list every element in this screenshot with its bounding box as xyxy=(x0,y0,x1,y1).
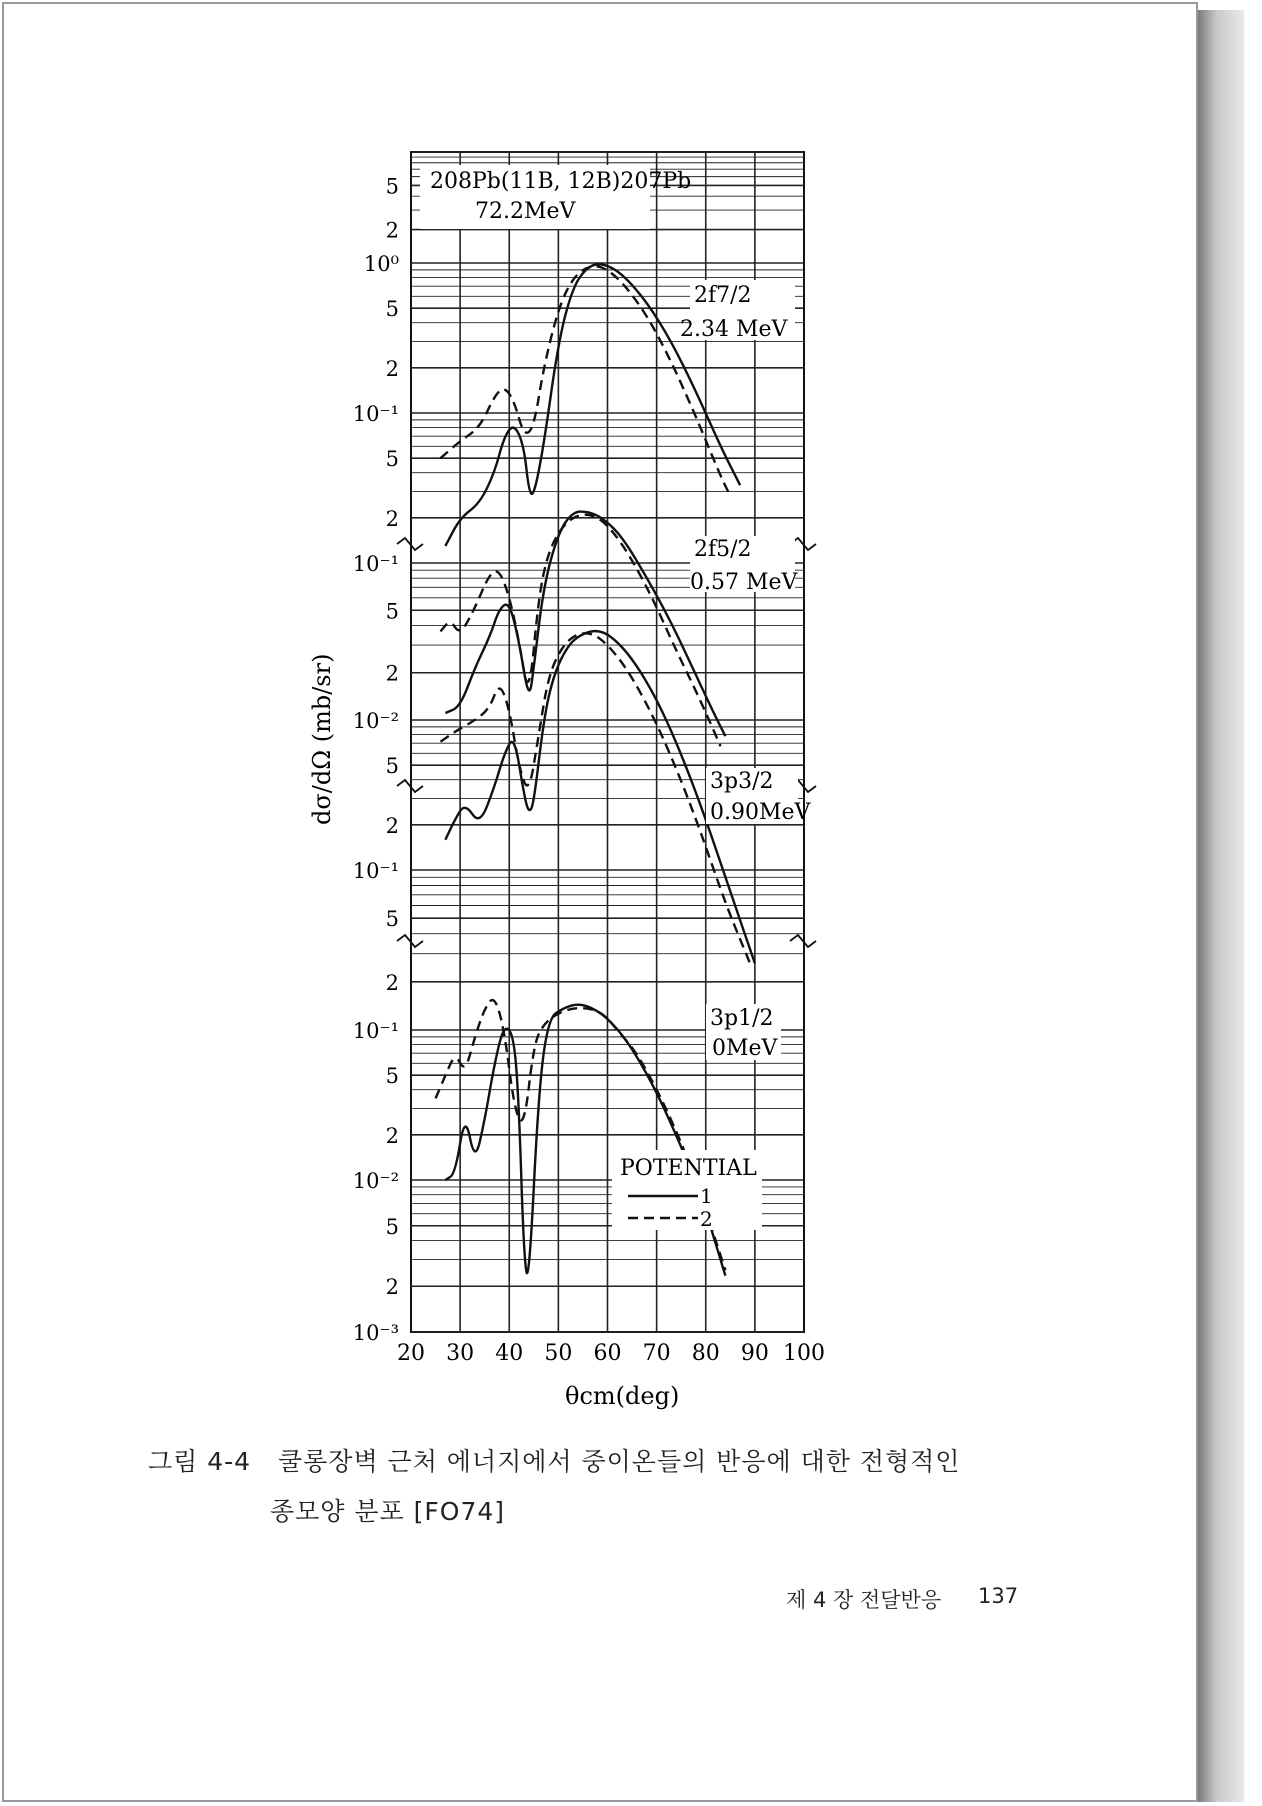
legend-entry-2: 2 xyxy=(700,1207,713,1231)
y-tick-label: 10⁰ xyxy=(363,252,399,276)
y-tick-label: 2 xyxy=(385,218,399,243)
x-axis-title: θcm(deg) xyxy=(565,1382,680,1410)
panel3-energy-label: 0.90MeV xyxy=(710,800,811,825)
x-tick-label: 80 xyxy=(691,1341,720,1366)
chapter-title: 제 4 장 전달반응 xyxy=(786,1588,942,1612)
y-tick-label: 10⁻¹ xyxy=(352,1019,399,1043)
panel1-energy-label: 2.34 MeV xyxy=(680,317,788,342)
y-tick-label: 10⁻¹ xyxy=(352,859,399,883)
y-tick-label: 2 xyxy=(385,970,399,995)
figure-caption-line2: 종모양 분포 [FO74] xyxy=(270,1497,506,1526)
y-tick-label: 10⁻³ xyxy=(352,1321,399,1345)
series-1-curve-panel-4 xyxy=(445,1005,725,1276)
y-tick-label: 5 xyxy=(385,754,399,779)
series-2-curve-panel-1 xyxy=(441,266,731,496)
y-tick-label: 5 xyxy=(385,599,399,624)
panel4-energy-label: 0MeV xyxy=(712,1036,778,1061)
series-1-curve-panel-2 xyxy=(445,512,725,737)
y-tick-label: 5 xyxy=(385,174,399,199)
y-tick-label: 2 xyxy=(385,506,399,531)
y-axis-title: dσ/dΩ (mb/sr) xyxy=(308,653,336,825)
chart-subtitle: 72.2MeV xyxy=(475,199,576,224)
y-tick-label: 10⁻² xyxy=(352,709,399,733)
chart-title: 208Pb(11B, 12B)207Pb xyxy=(430,169,692,194)
figure-caption-label: 그림 4-4 xyxy=(148,1447,252,1476)
y-tick-label: 5 xyxy=(385,447,399,472)
x-tick-label: 40 xyxy=(495,1341,524,1366)
page-number: 137 xyxy=(978,1584,1019,1608)
legend-title: POTENTIAL xyxy=(620,1156,757,1181)
y-tick-label: 10⁻¹ xyxy=(352,552,399,576)
y-tick-label: 5 xyxy=(385,1214,399,1239)
y-tick-label: 2 xyxy=(385,661,399,686)
x-tick-label: 90 xyxy=(740,1341,769,1366)
series-2-curve-panel-2 xyxy=(441,515,721,747)
figure-caption-line1: 쿨롱장벽 근처 에너지에서 중이온들의 반응에 대한 전형적인 xyxy=(278,1447,961,1476)
y-tick-label: 2 xyxy=(385,813,399,838)
x-tick-label: 30 xyxy=(446,1341,475,1366)
panel2-state-label: 2f5/2 xyxy=(694,537,752,562)
y-tick-label: 10⁻² xyxy=(352,1169,399,1193)
x-tick-label: 70 xyxy=(642,1341,671,1366)
y-tick-label: 2 xyxy=(385,1123,399,1148)
y-tick-label: 5 xyxy=(385,297,399,322)
y-tick-label: 10⁻¹ xyxy=(352,402,399,426)
y-tick-label: 2 xyxy=(385,1275,399,1300)
panel4-state-label: 3p1/2 xyxy=(710,1006,774,1031)
y-tick-label: 2 xyxy=(385,356,399,381)
legend-entry-1: 1 xyxy=(700,1184,713,1208)
y-tick-label: 5 xyxy=(385,1064,399,1089)
x-tick-label: 60 xyxy=(593,1341,622,1366)
panel3-state-label: 3p3/2 xyxy=(710,769,774,794)
x-tick-label: 100 xyxy=(783,1341,825,1366)
x-tick-label: 50 xyxy=(544,1341,573,1366)
panel1-state-label: 2f7/2 xyxy=(694,283,752,308)
x-tick-label: 20 xyxy=(397,1341,425,1366)
y-tick-label: 5 xyxy=(385,907,399,932)
panel2-energy-label: 0.57 MeV xyxy=(690,570,798,595)
